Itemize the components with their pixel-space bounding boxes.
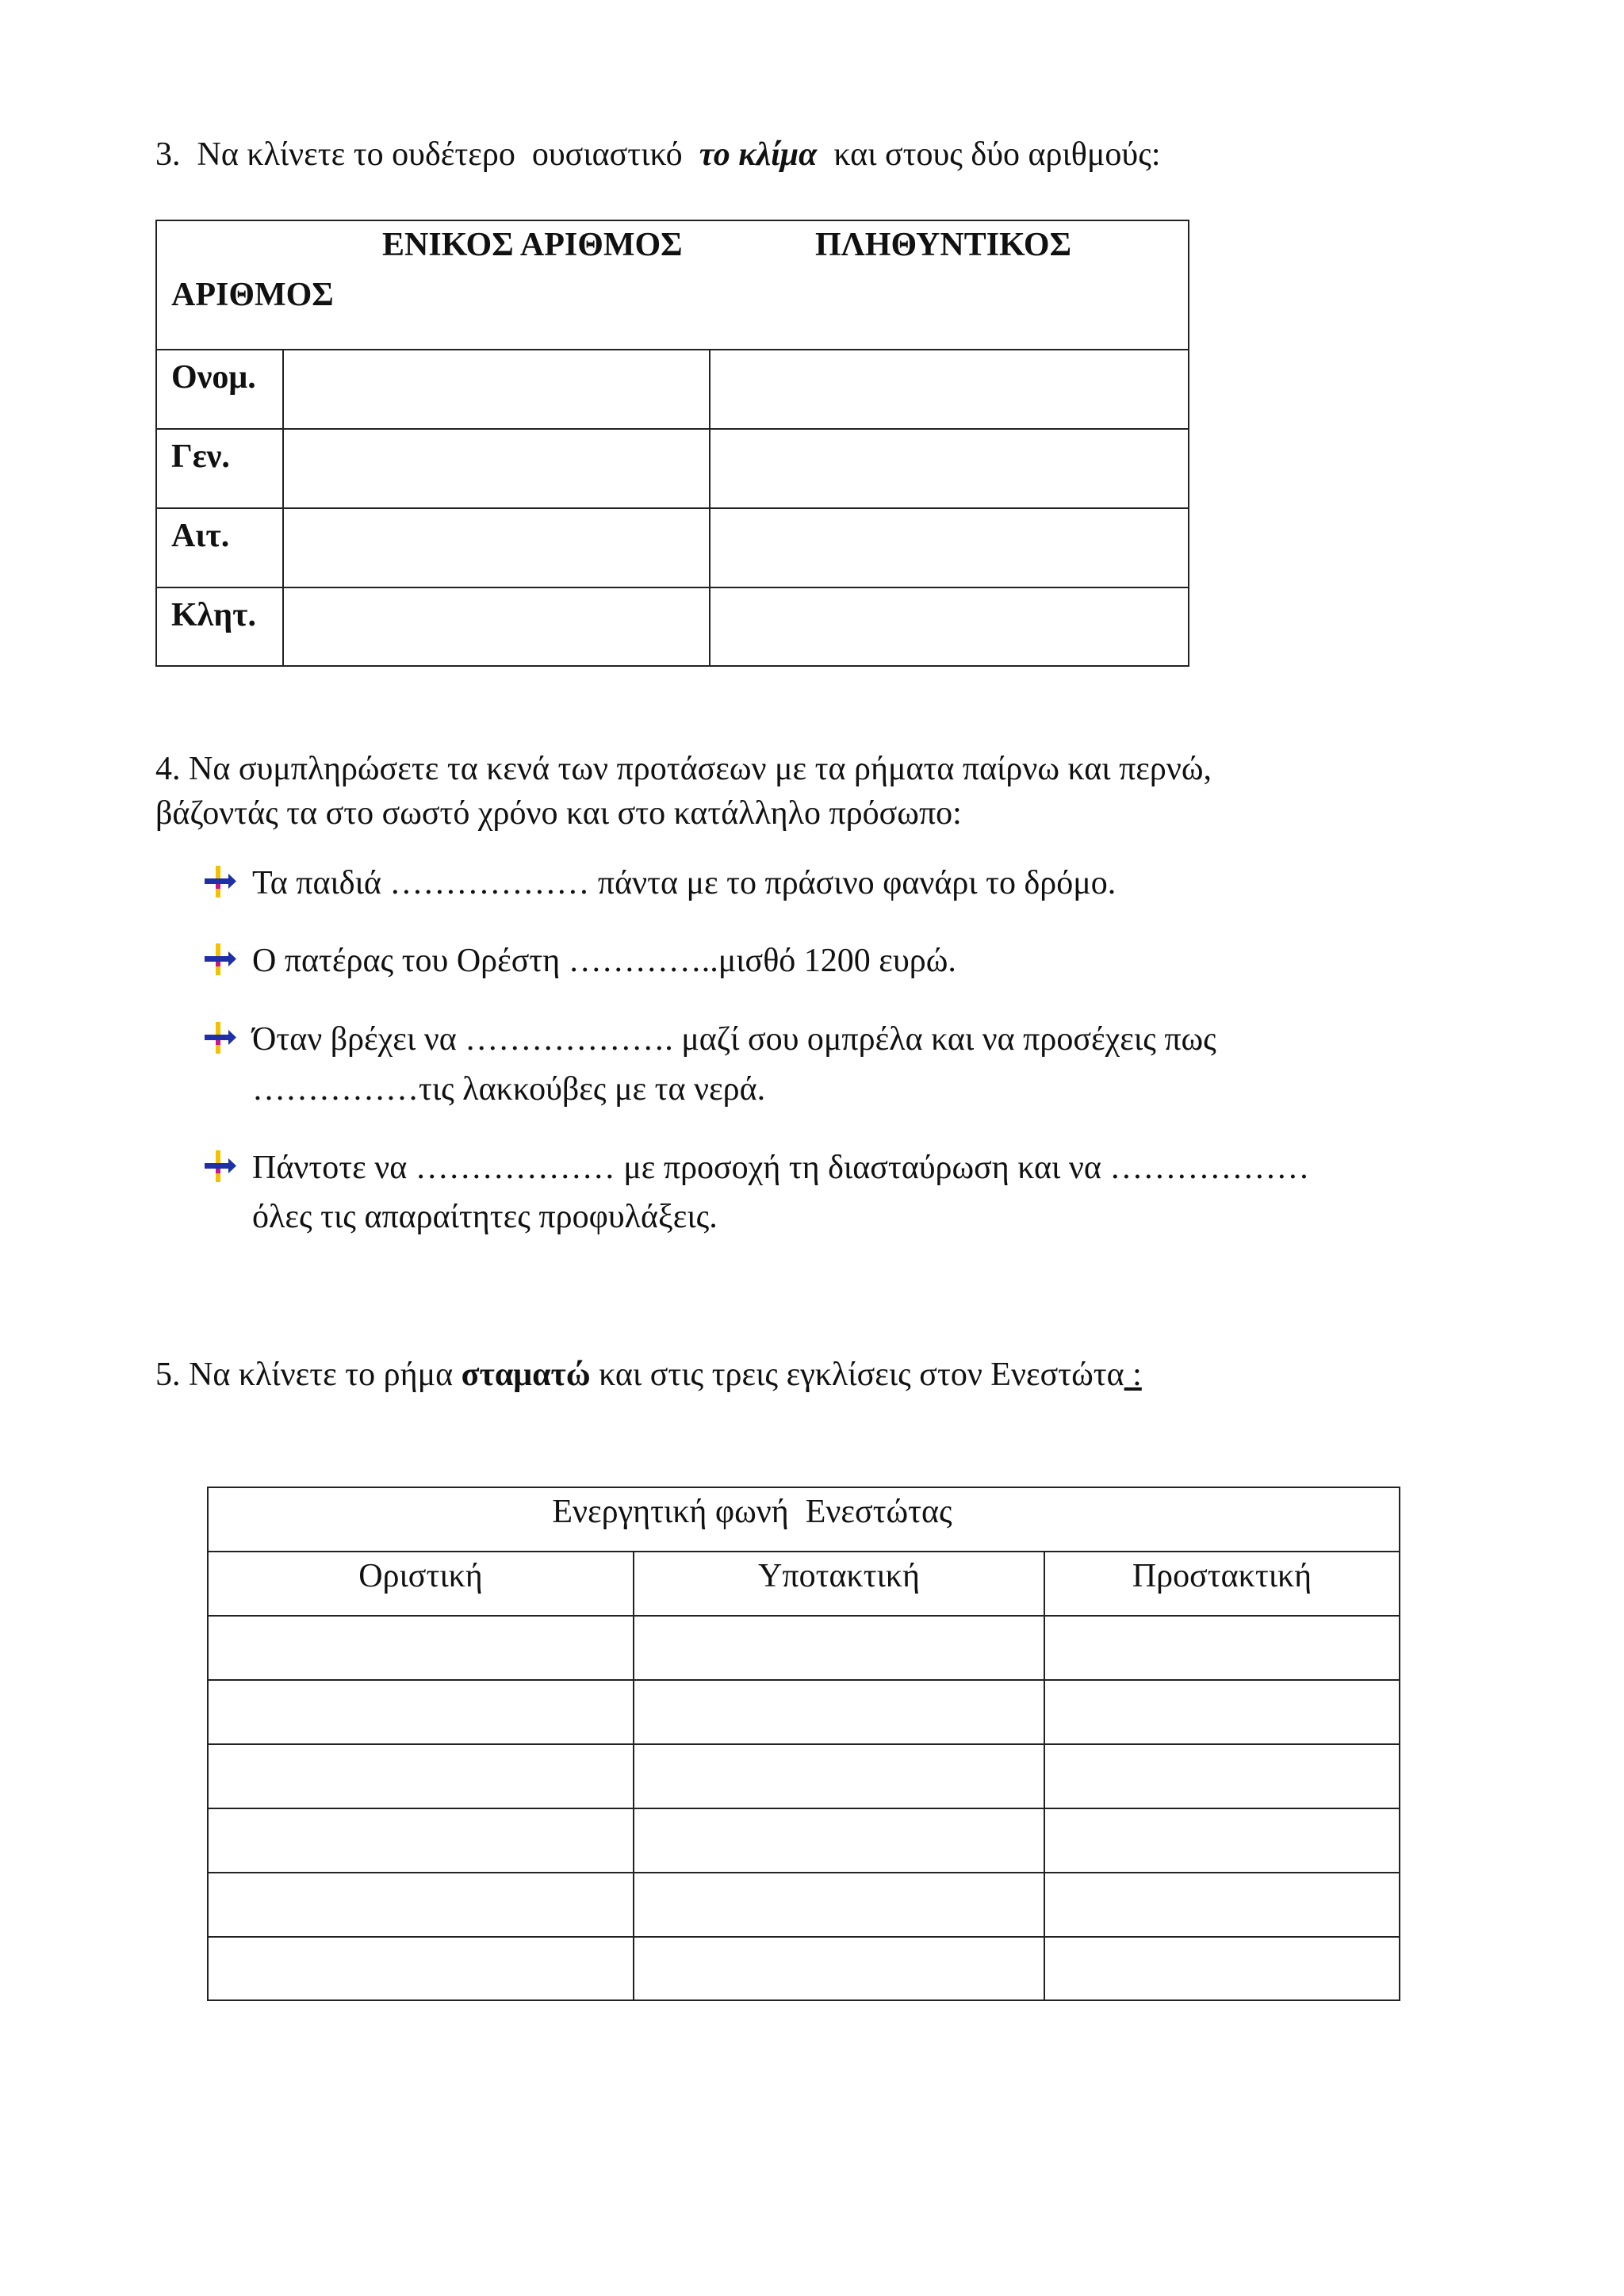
table-row	[209, 1617, 1399, 1681]
table-row	[157, 430, 1188, 509]
imperative-answer-cell[interactable]	[1045, 1745, 1399, 1808]
subjunctive-answer-cell[interactable]	[634, 1745, 1045, 1808]
declension-table	[155, 220, 1189, 667]
conjugation-table-title	[209, 1488, 1399, 1552]
table-row	[157, 588, 1188, 665]
table-row	[209, 1938, 1399, 1999]
header-singular: ΕΝΙΚΟΣ ΑΡΙΘΜΟΣ	[382, 227, 683, 263]
case-label: Γεν.	[171, 438, 230, 475]
subjunctive-answer-cell[interactable]	[634, 1681, 1045, 1743]
exercise-5-verb: σταματώ	[461, 1357, 591, 1393]
arrow-bullet-icon	[205, 866, 236, 897]
subjunctive-answer-cell[interactable]	[634, 1809, 1045, 1872]
header-plural-continued: ΑΡΙΘΜΟΣ	[171, 277, 334, 313]
exercise-5-tail: :	[1124, 1357, 1142, 1393]
subjunctive-answer-cell[interactable]	[634, 1938, 1045, 1999]
plural-answer-cell[interactable]	[710, 588, 1188, 665]
case-label: Κλητ.	[171, 597, 257, 633]
imperative-answer-cell[interactable]	[1045, 1681, 1399, 1743]
subjunctive-answer-cell[interactable]	[634, 1873, 1045, 1936]
indicative-answer-cell[interactable]	[209, 1938, 634, 1999]
table-row	[157, 509, 1188, 588]
imperative-answer-cell[interactable]	[1045, 1873, 1399, 1936]
exercise-4-instruction-line2: βάζοντάς τα στο σωστό χρόνο και στο κατάλληλο πρόσωπο:	[155, 795, 962, 832]
exercise-5-instruction	[155, 1351, 1142, 1399]
exercise-3-suffix: και στους δύο αριθμούς:	[817, 136, 1161, 173]
exercise-3-instruction	[155, 131, 1161, 178]
singular-answer-cell[interactable]	[282, 350, 710, 428]
column-header-subjunctive: Υποτακτική	[634, 1552, 1045, 1615]
exercise-5-middle: και στις τρεις εγκλίσεις στον Ενεστώτα	[590, 1357, 1124, 1393]
singular-answer-cell[interactable]	[282, 509, 710, 587]
plural-answer-cell[interactable]	[710, 509, 1188, 587]
indicative-answer-cell[interactable]	[209, 1873, 634, 1936]
table-row	[209, 1873, 1399, 1938]
arrow-bullet-icon	[205, 1150, 236, 1182]
declension-table-header	[157, 221, 1188, 350]
table-row	[209, 1809, 1399, 1873]
table-row	[157, 350, 1188, 430]
conjugation-table-title-text: Ενεργητική φωνή Ενεστώτας	[552, 1494, 952, 1530]
fill-blank-sentence-2: Ο πατέρας του Ορέστη …………..μισθό 1200 ευρώ.	[252, 943, 956, 979]
imperative-answer-cell[interactable]	[1045, 1617, 1399, 1679]
column-header-indicative: Οριστική	[209, 1552, 634, 1615]
exercise-3-noun: το κλίμα	[699, 136, 818, 173]
singular-answer-cell[interactable]	[282, 588, 710, 665]
case-label: Αιτ.	[171, 518, 230, 554]
subjunctive-answer-cell[interactable]	[634, 1617, 1045, 1679]
imperative-answer-cell[interactable]	[1045, 1938, 1399, 1999]
exercise-3-prefix: 3. Να κλίνετε το ουδέτερο ουσιαστικό	[155, 136, 699, 173]
fill-blank-sentence-3: Όταν βρέχει να ………………. μαζί σου ομπρέλα και να προσέχεις πως	[252, 1021, 1216, 1058]
fill-blank-sentence-3-continued: ……………τις λακκούβες με τα νερά.	[252, 1071, 766, 1108]
case-label: Ονομ.	[171, 359, 256, 396]
fill-blank-sentence-4-continued: όλες τις απαραίτητες προφυλάξεις.	[252, 1199, 718, 1235]
indicative-answer-cell[interactable]	[209, 1809, 634, 1872]
exercise-5-prefix: 5. Να κλίνετε το ρήμα	[155, 1357, 462, 1393]
header-plural: ΠΛΗΘΥΝΤΙΚΟΣ	[815, 227, 1072, 263]
fill-blank-sentence-1: Τα παιδιά ……………… πάντα με το πράσινο φανάρι το δρόμο.	[252, 865, 1116, 901]
arrow-bullet-icon	[205, 943, 236, 975]
indicative-answer-cell[interactable]	[209, 1617, 634, 1679]
indicative-answer-cell[interactable]	[209, 1681, 634, 1743]
conjugation-table	[207, 1487, 1400, 2001]
imperative-answer-cell[interactable]	[1045, 1809, 1399, 1872]
exercise-4-instruction-line1: 4. Να συμπληρώσετε τα κενά των προτάσεων με τα ρήματα παίρνω και περνώ,	[155, 751, 1212, 787]
table-row	[209, 1681, 1399, 1745]
fill-blank-sentence-4: Πάντοτε να ……………… με προσοχή τη διασταύρωση και να ………………	[252, 1150, 1310, 1186]
column-header-imperative: Προστακτική	[1132, 1558, 1312, 1594]
table-row	[209, 1745, 1399, 1809]
singular-answer-cell[interactable]	[282, 430, 710, 507]
conjugation-header-row	[209, 1552, 1399, 1617]
indicative-answer-cell[interactable]	[209, 1745, 634, 1808]
arrow-bullet-icon	[205, 1022, 236, 1054]
plural-answer-cell[interactable]	[710, 350, 1188, 428]
plural-answer-cell[interactable]	[710, 430, 1188, 507]
